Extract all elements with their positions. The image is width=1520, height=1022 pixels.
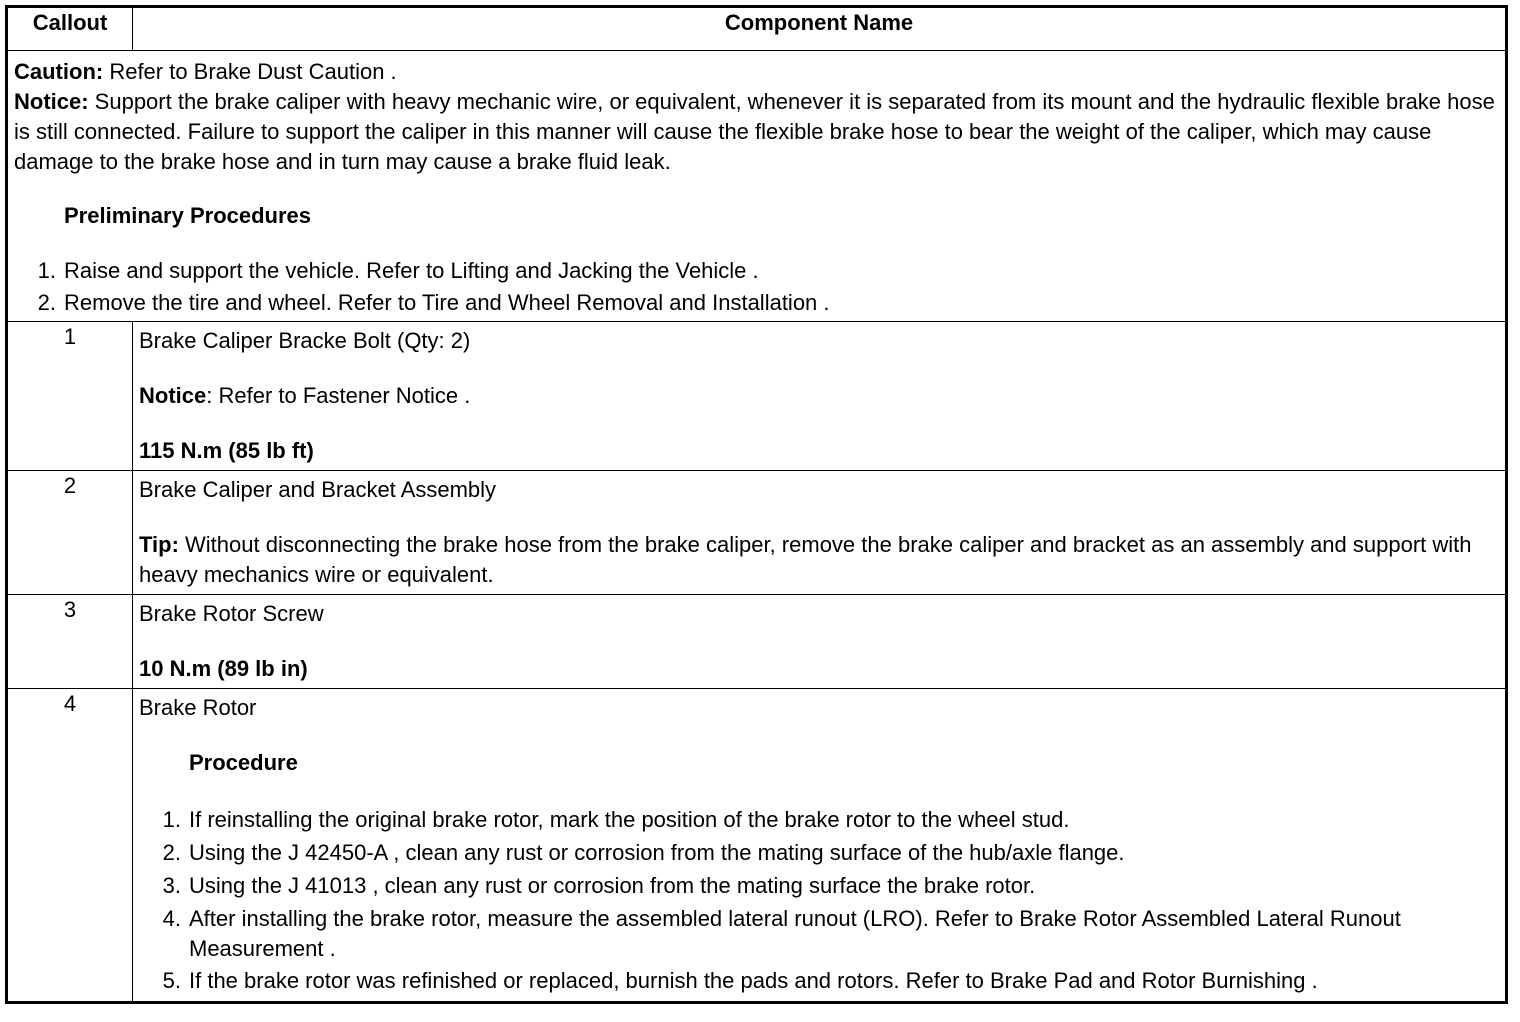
procedure-steps-list (139, 803, 1499, 997)
caution-label: Caution: (14, 59, 104, 84)
notice-text: : Refer to Fastener Notice . (206, 383, 471, 408)
callout-number: 2 (7, 471, 133, 595)
callout-column-header: Callout (7, 7, 133, 51)
list-item (162, 836, 1499, 869)
step-number: 3. (162, 873, 181, 898)
tip-label: Tip: (139, 532, 179, 557)
table-row (7, 471, 1507, 595)
step-text: If the brake rotor was refinished or replaced, burnish the pads and rotors. Refer to Brake Pad and Rotor Burnishing . (189, 968, 1318, 993)
list-item (37, 287, 1499, 319)
notice-label: Notice (139, 383, 207, 408)
component-cell (133, 471, 1507, 595)
component-name: Brake Caliper Bracke Bolt (Qty: 2) (139, 328, 471, 353)
table-row (7, 595, 1507, 689)
intro-row (7, 51, 1507, 322)
step-text: After installing the brake rotor, measure the assembled lateral runout (LRO). Refer to Brake Rotor Assembled Lateral Runout Measurement . (189, 906, 1401, 961)
preliminary-steps-list (14, 255, 1499, 319)
caution-text: Refer to Brake Dust Caution . (103, 59, 397, 84)
procedure-heading: Procedure (189, 750, 298, 775)
notice-paragraph (14, 87, 1499, 177)
component-name: Brake Rotor Screw (139, 601, 324, 626)
callout-number: 1 (7, 322, 133, 471)
step-number: 2. (37, 290, 56, 315)
component-table (5, 5, 1508, 1004)
step-text: If reinstalling the original brake rotor, mark the position of the brake rotor to the wheel stud. (189, 807, 1070, 832)
torque-spec: 10 N.m (89 lb in) (139, 656, 308, 681)
notice-text: Support the brake caliper with heavy mechanic wire, or equivalent, whenever it is separated from its mount and the hydraulic flexible brake hose is still connected. Failure to support the caliper in this manner will cause the flexible brake hose to bear the weight of the caliper, which may cause damage to the brake hose and in turn may cause a brake fluid leak. (14, 89, 1495, 174)
preliminary-procedures-heading: Preliminary Procedures (64, 203, 312, 228)
component-name: Brake Caliper and Bracket Assembly (139, 477, 497, 502)
caution-paragraph (14, 57, 1499, 87)
list-item (162, 964, 1499, 997)
step-number: 4. (162, 906, 181, 931)
step-number: 1. (162, 807, 181, 832)
step-text: Using the J 41013 , clean any rust or corrosion from the mating surface the brake rotor. (189, 873, 1036, 898)
callout-number: 3 (7, 595, 133, 689)
component-name: Brake Rotor (139, 695, 257, 720)
component-column-header: Component Name (133, 7, 1507, 51)
callout-number: 4 (7, 689, 133, 1003)
list-item (162, 803, 1499, 836)
tip-paragraph (139, 530, 1499, 590)
header-row (7, 7, 1507, 51)
component-cell (133, 322, 1507, 471)
component-cell (133, 689, 1507, 1003)
step-text: Using the J 42450-A , clean any rust or corrosion from the mating surface of the hub/axle flange. (189, 840, 1125, 865)
table-row (7, 322, 1507, 471)
list-item (162, 904, 1499, 964)
torque-spec: 115 N.m (85 lb ft) (139, 438, 314, 463)
intro-cell (7, 51, 1507, 322)
step-text: Remove the tire and wheel. Refer to Tire and Wheel Removal and Installation . (64, 290, 830, 315)
step-number: 5. (162, 968, 181, 993)
table-row (7, 689, 1507, 1003)
component-cell (133, 595, 1507, 689)
list-item (162, 869, 1499, 902)
list-item (37, 255, 1499, 287)
notice-paragraph (139, 381, 1499, 411)
step-number: 2. (162, 840, 181, 865)
notice-label: Notice: (14, 89, 89, 114)
tip-text: Without disconnecting the brake hose from the brake caliper, remove the brake caliper and bracket as an assembly and support with heavy mechanics wire or equivalent. (139, 532, 1472, 587)
step-text: Raise and support the vehicle. Refer to Lifting and Jacking the Vehicle . (64, 258, 759, 283)
step-number: 1. (37, 258, 56, 283)
